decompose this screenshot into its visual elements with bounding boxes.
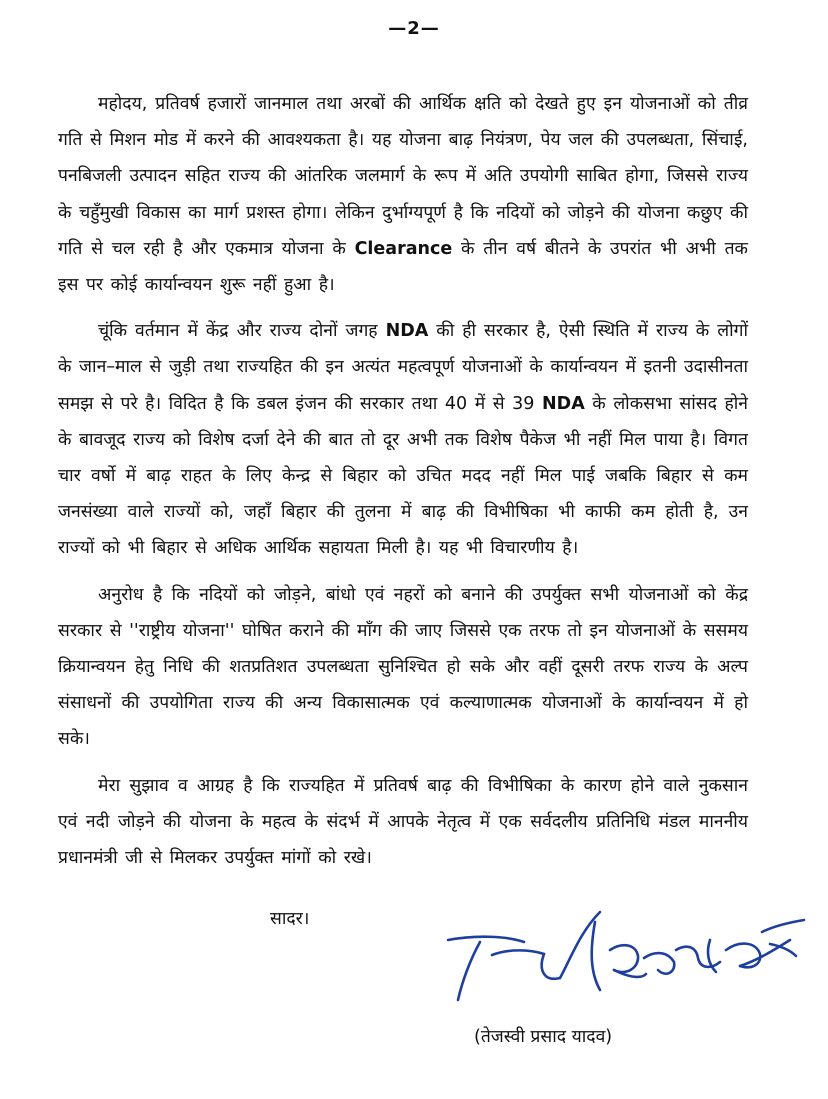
nda-term: NDA bbox=[542, 393, 585, 414]
paragraph-2-text-mid: की ही सरकार है, ऐसी स्थिति में राज्य के लोगों के जान–माल से जुड़ी तथा राज्यहित की इन अत्यंत महत्वपूर्ण योजनाओं के कार्यान्वयन में इतनी उदासीनता समझ से परे है। विदित है कि डबल इंजन की सरकार तथा 40 में से 39 bbox=[58, 321, 748, 414]
paragraph-1-text-end: के तीन वर्ष बीतने के उपरांत भी अभी तक इस पर कोई कार्यान्वयन शुरू नहीं हुआ है। bbox=[58, 238, 748, 296]
paragraph-1 bbox=[58, 86, 748, 303]
nda-term: NDA bbox=[385, 321, 429, 342]
paragraph-3 bbox=[58, 577, 748, 758]
paragraph-4-text: मेरा सुझाव व आग्रह है कि राज्यहित में प्रतिवर्ष बाढ़ की विभीषिका के कारण होने वाले नुकसान एवं नदी जोड़ने की योजना के महत्व के संदर्भ में आपके नेतृत्व में एक सर्वदलीय प्रतिनिधि मंडल माननीय प्रधानमंत्री जी से मिलकर उपर्युक्त मांगों को रखे। bbox=[58, 775, 748, 869]
paragraph-2-text-end: के लोकसभा सांसद होने के बावजूद राज्य को विशेष दर्जा देने की बात तो दूर अभी तक विशेष पैकेज भी नहीं मिल पाया है। विगत चार वर्षो में बाढ़ राहत के लिए केन्द्र से बिहार को उचित मदद नहीं मिल पाई जबकि बिहार से कम जनसंख्या वाले राज्यों को, जहाँ बिहार की तुलना में बाढ़ की विभीषिका भी काफी कम होती है, उन राज्यों को भी बिहार से अधिक आर्थिक सहायता मिली है। यह भी विचारणीय है। bbox=[58, 393, 748, 559]
paragraph-1-text: महोदय, प्रतिवर्ष हजारों जानमाल तथा अरबों की आर्थिक क्षति को देखते हुए इन योजनाओं को तीव्र गति से मिशन मोड में करने की आवश्यकता है। यह योजना बाढ़ नियंत्रण, पेय जल की उपलब्धता, सिंचाई, पनबिजली उत्पादन सहित राज्य की आंतरिक जलमार्ग के रूप में अति उपयोगी साबित होगा, जिससे राज्य के चहुँमुखी विकास का मार्ग प्रशस्त होगा। लेकिन दुर्भाग्यपूर्ण है कि नदियों को जोड़ने की योजना कछुए की गति से चल रही है और एकमात्र योजना के bbox=[58, 94, 748, 259]
closing-salutation: सादर। bbox=[270, 909, 310, 929]
page-number: —2— bbox=[388, 18, 440, 39]
clearance-term: Clearance bbox=[354, 238, 453, 259]
signatory-name: (तेजस्वी प्रसाद यादव) bbox=[474, 1027, 613, 1047]
paragraph-4 bbox=[58, 768, 748, 877]
signature-strokes bbox=[448, 912, 804, 1000]
paragraph-3-text: अनुरोध है कि नदियों को जोड़ने, बांधो एवं नहरों को बनाने की उपर्युक्त सभी योजनाओं को केंद्र सरकार से ''राष्ट्रीय योजना'' घोषित कराने की माँग की जाए जिससे एक तरफ तो इन योजनाओं के ससमय क्रियान्वयन हेतु निधि की शतप्रतिशत उपलब्धता सुनिश्चित हो सके और वहीं दूसरी तरफ राज्य के अल्प संसाधनों की उपयोगिता राज्य की अन्य विकासात्मक एवं कल्याणात्मक योजनाओं के कार्यान्वयन में हो सके। bbox=[58, 584, 748, 750]
paragraph-2-text: चूंकि वर्तमान में केंद्र और राज्य दोनों जगह bbox=[98, 321, 386, 342]
letter-body bbox=[58, 86, 748, 876]
handwritten-signature bbox=[440, 910, 810, 1020]
paragraph-2 bbox=[58, 313, 748, 566]
